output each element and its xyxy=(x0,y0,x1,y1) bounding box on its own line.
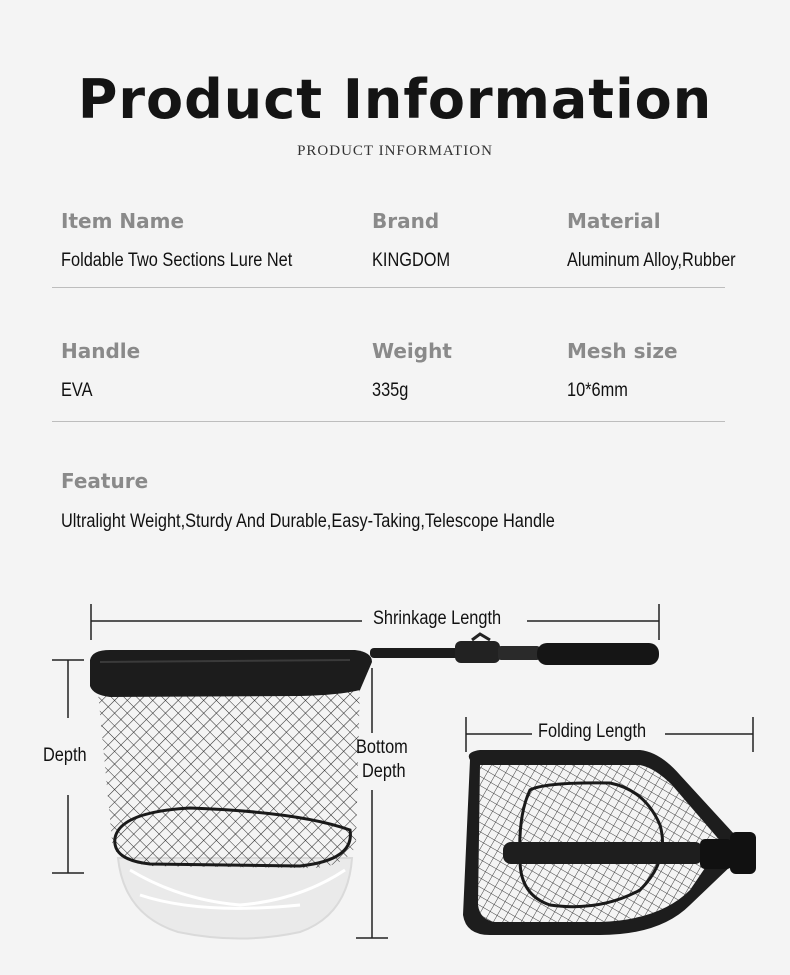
depth-label: Depth xyxy=(43,745,87,766)
bottom-depth-label-line2: Depth xyxy=(362,761,406,782)
handle-value: EVA xyxy=(61,380,93,401)
net-mesh-bag xyxy=(98,682,360,868)
rubber-net-bottom xyxy=(118,858,352,939)
telescopic-handle xyxy=(370,634,659,665)
item-name-label: Item Name xyxy=(61,209,185,233)
weight-label: Weight xyxy=(372,339,452,363)
brand-value: KINGDOM xyxy=(372,250,451,271)
feature-value: Ultralight Weight,Sturdy And Durable,Easy-Taking,Telescope Handle xyxy=(61,511,555,532)
page-title: Product Information xyxy=(77,68,713,131)
brand-label: Brand xyxy=(372,209,440,233)
feature-label: Feature xyxy=(61,469,149,493)
mesh-size-label: Mesh size xyxy=(567,339,678,363)
material-value: Aluminum Alloy,Rubber xyxy=(567,250,736,271)
folding-length-label: Folding Length xyxy=(538,721,647,742)
handle-label: Handle xyxy=(61,339,141,363)
bottom-depth-dimension-line xyxy=(356,668,388,938)
page-subtitle: PRODUCT INFORMATION xyxy=(297,143,493,159)
shrinkage-length-label: Shrinkage Length xyxy=(373,608,502,629)
mesh-size-value: 10*6mm xyxy=(567,380,628,401)
bottom-depth-label-line1: Bottom xyxy=(356,737,408,758)
material-label: Material xyxy=(567,209,661,233)
folded-net xyxy=(463,750,756,935)
net-hoop-frame xyxy=(90,650,372,697)
item-name-value: Foldable Two Sections Lure Net xyxy=(61,250,293,271)
weight-value: 335g xyxy=(372,380,409,401)
